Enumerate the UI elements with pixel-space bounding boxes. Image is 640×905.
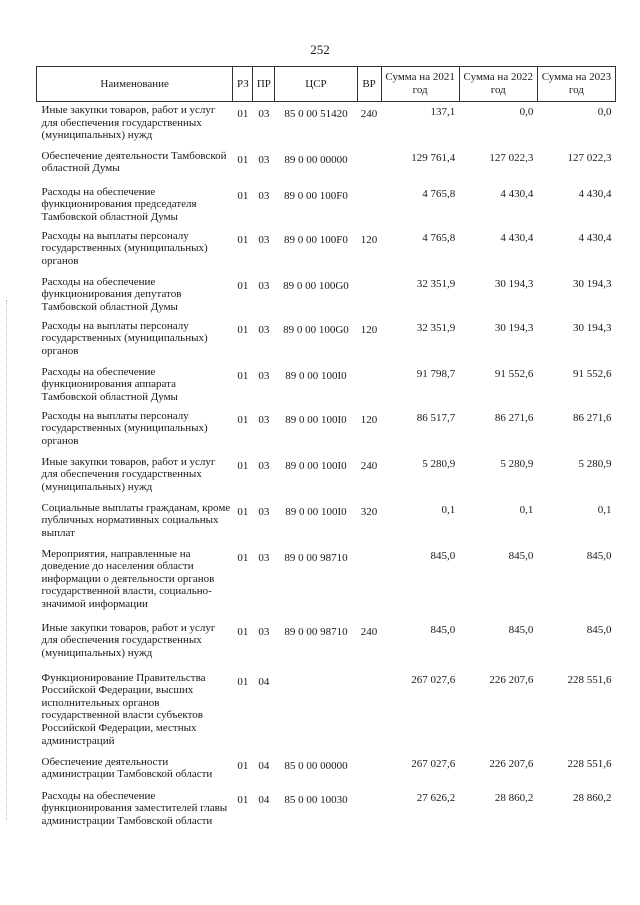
row-csr: 89 0 00 100I0 <box>285 459 347 472</box>
row-csr: 89 0 00 100I0 <box>285 413 347 426</box>
row-sum-2021: 129 761,4 <box>411 151 456 164</box>
row-name: Функционирование Правительства Российской Федерации, высших исполнительных органов государственной власти субъектов Российской Федерации, местных администраций <box>41 671 206 747</box>
row-sum-2021: 5 280,9 <box>422 457 456 470</box>
row-sum-2023: 28 860,2 <box>573 791 612 804</box>
row-sum-2021: 845,0 <box>430 549 456 562</box>
row-sum-2023: 845,0 <box>586 549 612 562</box>
row-csr: 89 0 00 00000 <box>284 153 348 166</box>
header-vr: ВР <box>357 67 381 102</box>
row-rz: 01 <box>237 459 249 472</box>
row-sum-2023: 4 430,4 <box>578 231 612 244</box>
row-sum-2022: 5 280,9 <box>500 457 534 470</box>
table-row <box>37 148 616 184</box>
row-sum-2023: 845,0 <box>586 623 612 636</box>
row-sum-2023: 30 194,3 <box>573 277 612 290</box>
table-row <box>37 546 616 620</box>
table-row <box>37 408 616 454</box>
row-rz: 01 <box>237 108 249 120</box>
row-sum-2023: 0,1 <box>597 503 612 516</box>
row-rz: 01 <box>237 233 249 246</box>
header-rz: РЗ <box>233 67 253 102</box>
row-sum-2022: 4 430,4 <box>500 231 534 244</box>
row-name: Обеспечение деятельности Тамбовской областной Думы <box>41 149 227 175</box>
row-sum-2022: 226 207,6 <box>489 757 534 770</box>
row-name: Иные закупки товаров, работ и услуг для обеспечения государственных (муниципальных) нужд <box>41 455 216 493</box>
row-rz: 01 <box>237 153 249 166</box>
row-sum-2021: 91 798,7 <box>416 367 456 380</box>
table-row <box>37 754 616 788</box>
row-csr: 85 0 00 00000 <box>284 759 348 772</box>
row-name: Иные закупки товаров, работ и услуг для обеспечения государственных (муниципальных) нужд <box>41 104 216 142</box>
row-pr: 03 <box>258 625 270 638</box>
row-name: Расходы на обеспечение функционирования заместителей главы администрации Тамбовской области <box>41 789 228 827</box>
row-sum-2021: 86 517,7 <box>416 411 456 424</box>
table-header <box>37 67 616 102</box>
table-row <box>37 228 616 274</box>
row-vr: 120 <box>360 323 378 336</box>
header-csr: ЦСР <box>275 67 357 102</box>
row-csr: 89 0 00 100G0 <box>283 279 349 292</box>
header-sum-2021: Сумма на 2021 год <box>381 67 459 102</box>
row-pr: 03 <box>258 189 270 202</box>
table-row <box>37 620 616 670</box>
row-name: Расходы на обеспечение функционирования председателя Тамбовской областной Думы <box>41 185 197 223</box>
row-csr: 89 0 00 100I0 <box>285 505 347 518</box>
row-vr <box>357 148 381 184</box>
row-name: Расходы на обеспечение функционирования депутатов Тамбовской областной Думы <box>41 275 182 313</box>
row-sum-2023: 5 280,9 <box>578 457 612 470</box>
row-sum-2023: 228 551,6 <box>567 757 612 770</box>
row-sum-2023: 0,0 <box>597 106 612 118</box>
row-name: Расходы на выплаты персоналу государственных (муниципальных) органов <box>41 409 208 447</box>
budget-table <box>36 66 616 848</box>
row-sum-2022: 86 271,6 <box>494 411 534 424</box>
row-csr: 89 0 00 100F0 <box>284 189 348 202</box>
row-vr: 120 <box>360 413 378 426</box>
row-sum-2022: 845,0 <box>508 549 534 562</box>
row-rz: 01 <box>237 505 249 518</box>
row-rz: 01 <box>237 369 249 382</box>
row-sum-2021: 0,1 <box>441 503 456 516</box>
row-sum-2022: 0,0 <box>519 106 534 118</box>
table-row <box>37 670 616 754</box>
row-sum-2023: 91 552,6 <box>573 367 612 380</box>
row-vr: 120 <box>360 233 378 246</box>
row-vr: 240 <box>360 108 378 120</box>
row-vr <box>357 364 381 408</box>
table-row <box>37 318 616 364</box>
row-name: Мероприятия, направленные на доведение до населения области информации о деятельности органов государственной власти, социально-значимой информации <box>41 547 215 611</box>
row-vr: 240 <box>360 459 378 472</box>
row-rz: 01 <box>237 793 249 806</box>
row-vr <box>357 546 381 620</box>
row-sum-2022: 30 194,3 <box>494 277 534 290</box>
row-vr <box>357 274 381 318</box>
row-sum-2021: 267 027,6 <box>411 673 456 686</box>
row-pr: 04 <box>258 759 270 772</box>
row-sum-2022: 4 430,4 <box>500 187 534 200</box>
row-sum-2022: 127 022,3 <box>489 151 534 164</box>
row-csr: 89 0 00 100G0 <box>283 323 349 336</box>
header-sum-2023: Сумма на 2023 год <box>537 67 615 102</box>
row-vr <box>357 670 381 754</box>
table-row <box>37 184 616 228</box>
row-pr: 03 <box>258 233 270 246</box>
row-sum-2021: 4 765,8 <box>422 231 456 244</box>
row-vr <box>357 754 381 788</box>
row-name: Социальные выплаты гражданам, кроме публичных нормативных социальных выплат <box>41 501 231 539</box>
table-row <box>37 500 616 546</box>
row-name: Иные закупки товаров, работ и услуг для обеспечения государственных (муниципальных) нужд <box>41 621 216 659</box>
row-csr: 89 0 00 100I0 <box>285 369 347 382</box>
table-row <box>37 364 616 408</box>
row-pr: 03 <box>258 369 270 382</box>
row-sum-2021: 845,0 <box>430 623 456 636</box>
row-sum-2022: 30 194,3 <box>494 321 534 334</box>
row-name: Расходы на обеспечение функционирования аппарата Тамбовской областной Думы <box>41 365 178 403</box>
header-name: Наименование <box>37 67 233 102</box>
row-sum-2022: 845,0 <box>508 623 534 636</box>
margin-dotted-line <box>6 300 9 820</box>
row-sum-2021: 32 351,9 <box>416 321 456 334</box>
row-vr: 320 <box>360 505 378 518</box>
row-vr: 240 <box>360 625 378 638</box>
row-sum-2023: 30 194,3 <box>573 321 612 334</box>
row-rz: 01 <box>237 625 249 638</box>
row-name: Расходы на выплаты персоналу государственных (муниципальных) органов <box>41 319 208 357</box>
page-number: 252 <box>310 42 330 57</box>
row-csr: 89 0 00 98710 <box>284 625 348 638</box>
row-rz: 01 <box>237 189 249 202</box>
row-pr: 03 <box>258 153 270 166</box>
row-sum-2023: 86 271,6 <box>573 411 612 424</box>
table-row <box>37 788 616 848</box>
row-sum-2021: 137,1 <box>430 106 456 118</box>
row-vr <box>357 788 381 848</box>
row-sum-2021: 4 765,8 <box>422 187 456 200</box>
row-pr: 03 <box>258 413 270 426</box>
header-sum-2022: Сумма на 2022 год <box>459 67 537 102</box>
row-name: Обеспечение деятельности администрации Тамбовской области <box>41 755 213 781</box>
row-pr: 03 <box>258 459 270 472</box>
row-rz: 01 <box>237 413 249 426</box>
row-pr: 03 <box>258 505 270 518</box>
row-csr: 89 0 00 98710 <box>284 551 348 564</box>
row-csr <box>275 670 357 754</box>
row-rz: 01 <box>237 759 249 772</box>
row-csr: 85 0 00 10030 <box>284 793 348 806</box>
row-rz: 01 <box>237 279 249 292</box>
table-row <box>37 454 616 500</box>
row-sum-2022: 0,1 <box>519 503 534 516</box>
row-pr: 03 <box>258 108 270 120</box>
row-sum-2023: 127 022,3 <box>567 151 612 164</box>
row-csr: 85 0 00 51420 <box>284 108 348 120</box>
table-row <box>37 274 616 318</box>
row-rz: 01 <box>237 675 249 688</box>
row-pr: 03 <box>258 551 270 564</box>
row-rz: 01 <box>237 323 249 336</box>
row-name: Расходы на выплаты персоналу государственных (муниципальных) органов <box>41 229 208 267</box>
row-csr: 89 0 00 100F0 <box>284 233 348 246</box>
row-pr: 03 <box>258 279 270 292</box>
row-sum-2021: 267 027,6 <box>411 757 456 770</box>
table-row <box>37 102 616 148</box>
row-sum-2023: 4 430,4 <box>578 187 612 200</box>
row-sum-2022: 91 552,6 <box>494 367 534 380</box>
row-sum-2021: 32 351,9 <box>416 277 456 290</box>
row-pr: 04 <box>258 675 270 688</box>
row-sum-2022: 226 207,6 <box>489 673 534 686</box>
row-sum-2021: 27 626,2 <box>416 791 456 804</box>
header-pr: ПР <box>253 67 275 102</box>
row-vr <box>357 184 381 228</box>
row-pr: 04 <box>258 793 270 806</box>
row-sum-2023: 228 551,6 <box>567 673 612 686</box>
row-rz: 01 <box>237 551 249 564</box>
row-sum-2022: 28 860,2 <box>494 791 534 804</box>
row-pr: 03 <box>258 323 270 336</box>
